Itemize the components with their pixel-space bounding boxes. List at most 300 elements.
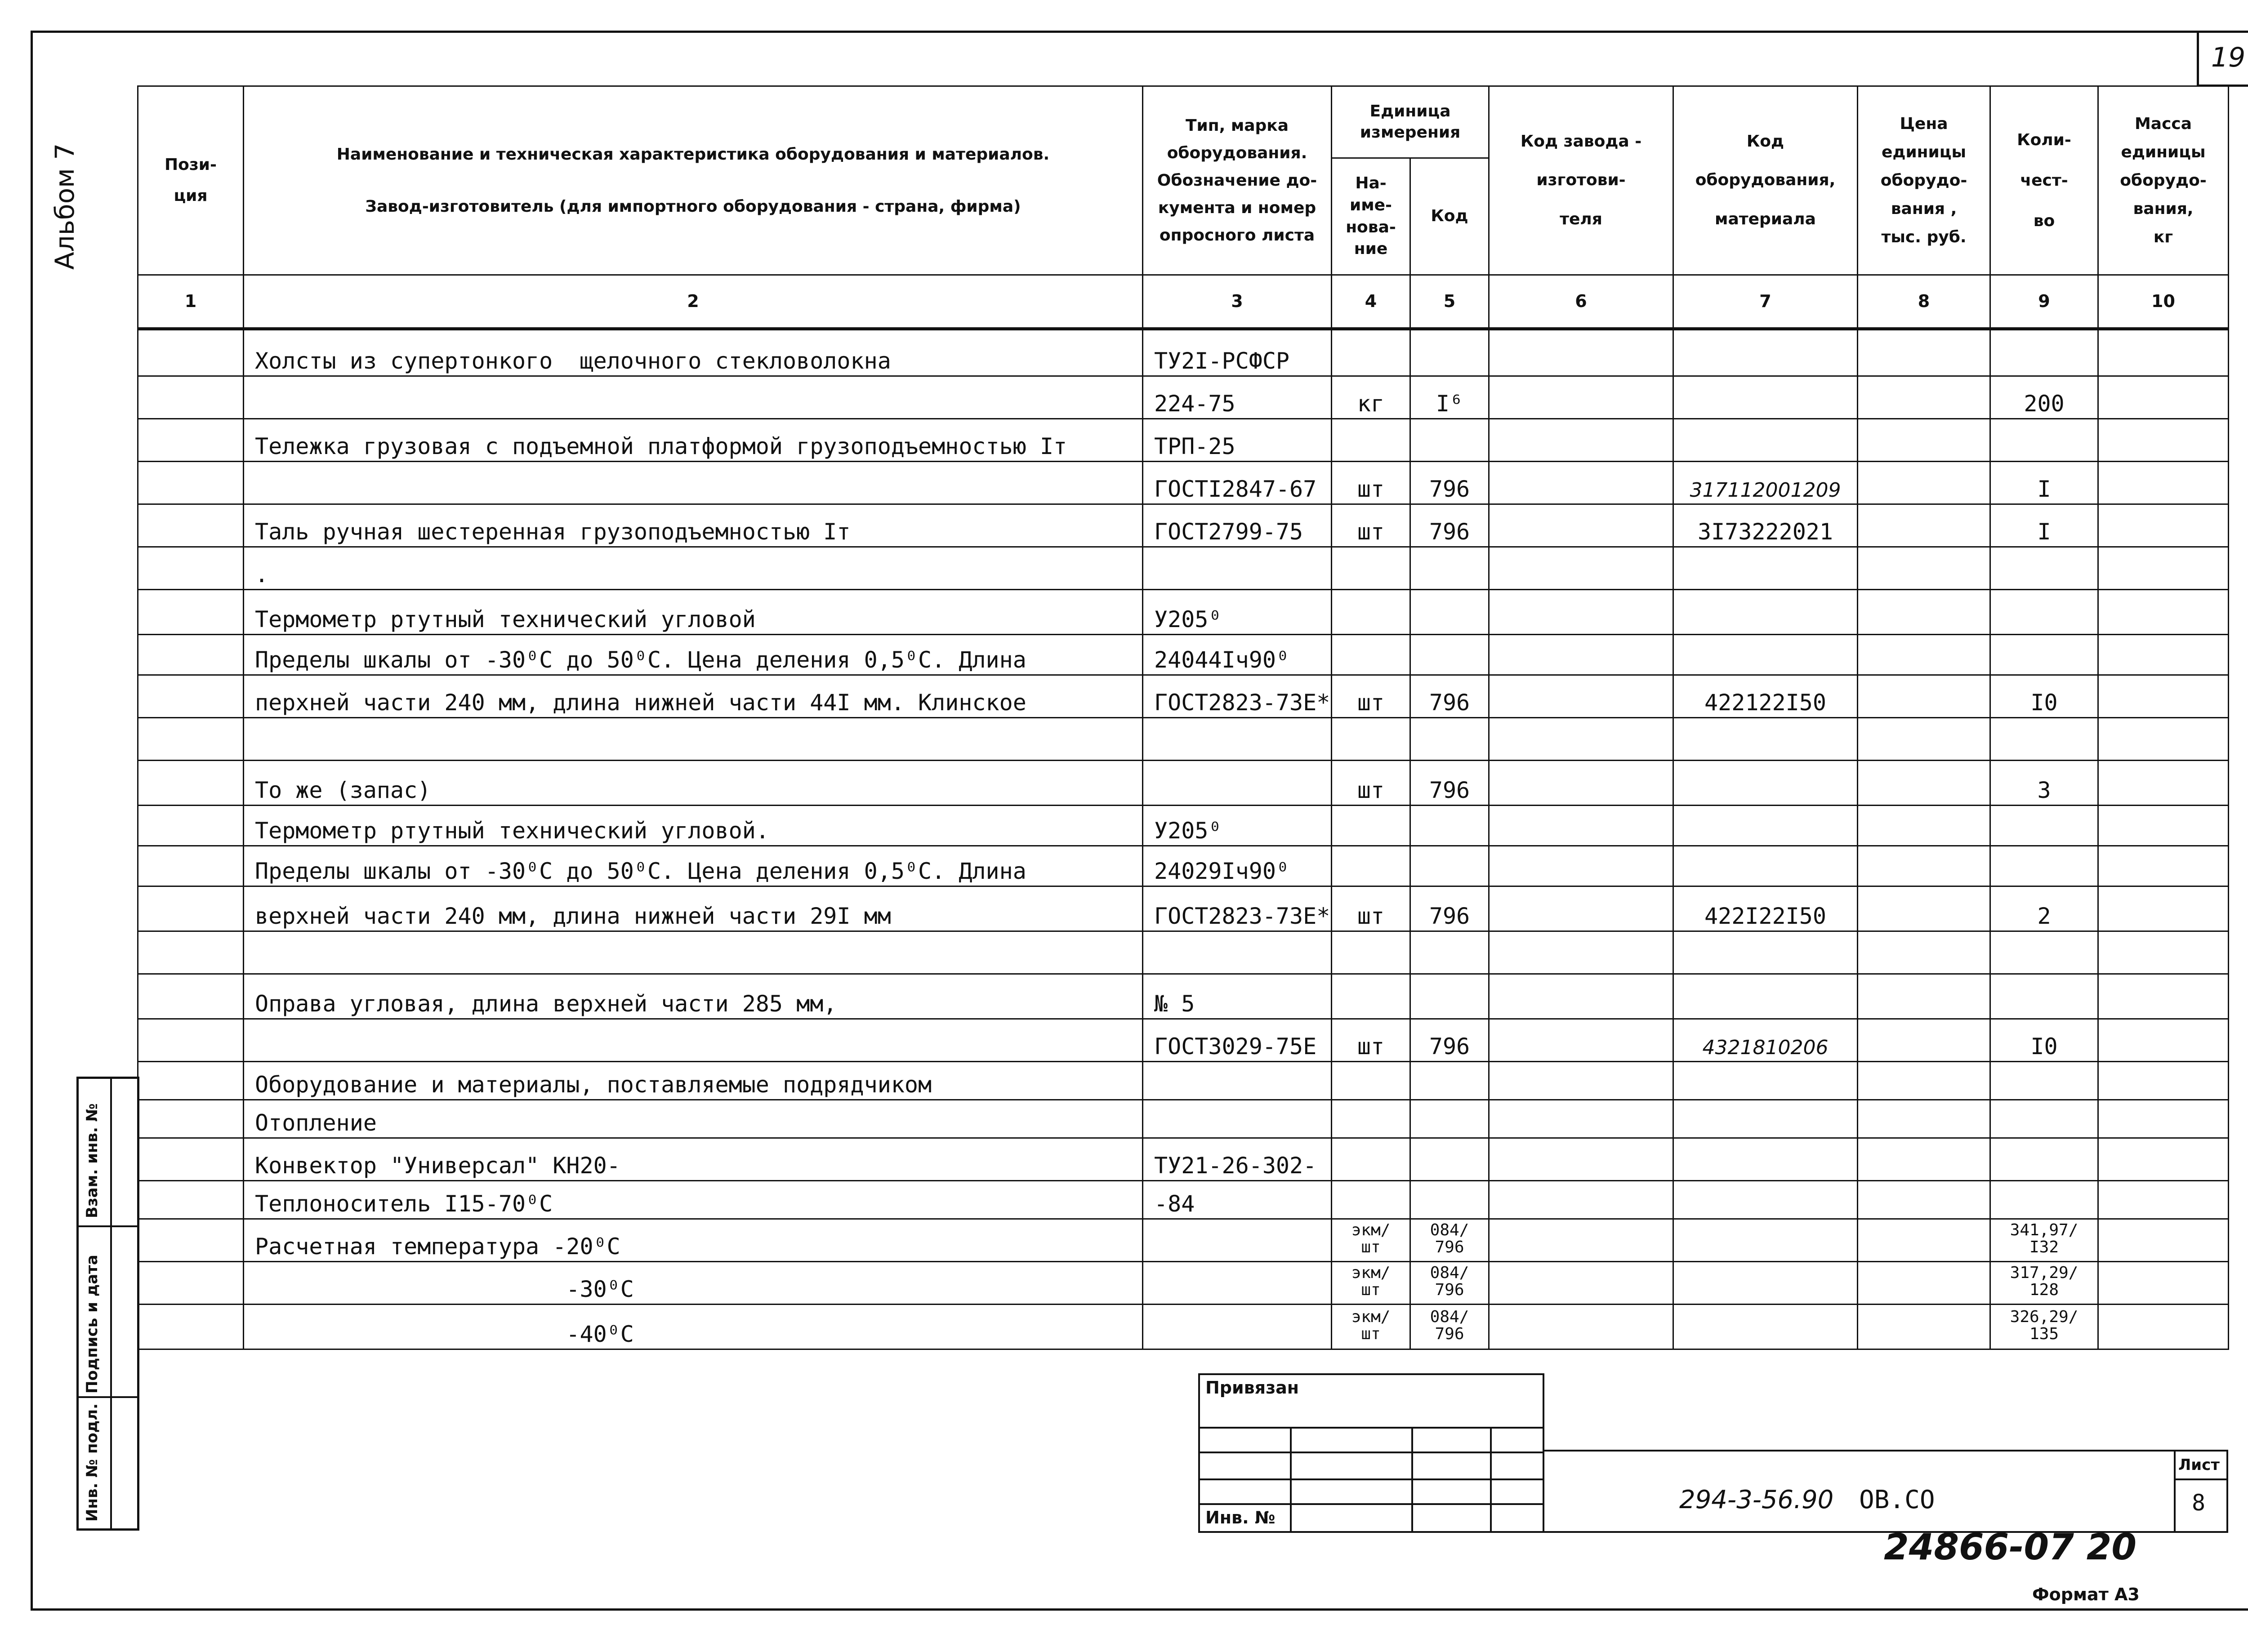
cell-unit-code xyxy=(1410,718,1489,761)
cell-type xyxy=(1143,1100,1332,1138)
cell-price xyxy=(1858,504,1990,547)
stamp-signature-date xyxy=(79,1227,137,1398)
cell-price xyxy=(1858,1219,1990,1262)
cell-name xyxy=(244,931,1143,974)
cell-quantity xyxy=(1990,1181,2098,1219)
header-quantity: Коли- чест- во xyxy=(1990,86,2098,275)
privyazan-label: Привязан xyxy=(1205,1378,1299,1398)
table-row xyxy=(138,761,2229,806)
column-number: 3 xyxy=(1143,275,1332,329)
album-label: Альбом 7 xyxy=(49,143,80,270)
table-row xyxy=(138,718,2229,761)
cell-type xyxy=(1143,761,1332,806)
cell-name: Оборудование и материалы, поставляемые подрядчиком xyxy=(244,1062,1143,1100)
table-row xyxy=(138,675,2229,718)
cell-equipment-code xyxy=(1673,1181,1858,1219)
cell-type: ГОСТ2823-73Е* xyxy=(1143,886,1332,931)
cell-price xyxy=(1858,1305,1990,1349)
cell-position xyxy=(138,1181,244,1219)
cell-price xyxy=(1858,931,1990,974)
cell-name: Таль ручная шестеренная грузоподъемностью Iт xyxy=(244,504,1143,547)
cell-unit-code: 796 xyxy=(1410,675,1489,718)
cell-equipment-code xyxy=(1673,635,1858,675)
cell-plant-code xyxy=(1489,1305,1673,1349)
cell-position xyxy=(138,1262,244,1305)
cell-position xyxy=(138,504,244,547)
cell-quantity xyxy=(1990,635,2098,675)
cell-type xyxy=(1143,547,1332,590)
table-row xyxy=(138,1305,2229,1349)
cell-quantity: I0 xyxy=(1990,1019,2098,1062)
cell-name: Пределы шкалы от -30⁰С до 50⁰С. Цена деления 0,5⁰С. Длина xyxy=(244,635,1143,675)
cell-unit-name xyxy=(1332,718,1410,761)
cell-quantity: 200 xyxy=(1990,376,2098,419)
cell-unit-code xyxy=(1410,846,1489,886)
cell-mass xyxy=(2098,1100,2229,1138)
cell-unit-code: 084/ 796 xyxy=(1410,1262,1489,1305)
cell-mass xyxy=(2098,1262,2229,1305)
header-unit-name: На- име- нова- ние xyxy=(1332,158,1410,275)
cell-unit-code: 796 xyxy=(1410,462,1489,504)
cell-type xyxy=(1143,931,1332,974)
cell-equipment-code xyxy=(1673,329,1858,376)
cell-price xyxy=(1858,1181,1990,1219)
cell-equipment-code xyxy=(1673,718,1858,761)
table-row xyxy=(138,504,2229,547)
table-row xyxy=(138,376,2229,419)
cell-position xyxy=(138,974,244,1019)
cell-plant-code xyxy=(1489,761,1673,806)
cell-plant-code xyxy=(1489,504,1673,547)
cell-type xyxy=(1143,1262,1332,1305)
cell-quantity xyxy=(1990,419,2098,462)
cell-type: ТУ2I-РСФСР xyxy=(1143,329,1332,376)
sheet-corner-number: 19 xyxy=(2197,31,2248,87)
stamp-label-podpis: Подпись и дата xyxy=(83,1255,101,1394)
cell-price xyxy=(1858,635,1990,675)
column-number: 9 xyxy=(1990,275,2098,329)
cell-name: Холсты из супертонкого щелочного стекловолокна xyxy=(244,329,1143,376)
cell-unit-name: экм/ шт xyxy=(1332,1262,1410,1305)
cell-type: ГОСТ2823-73Е* xyxy=(1143,675,1332,718)
cell-name: То же (запас) xyxy=(244,761,1143,806)
cell-equipment-code xyxy=(1673,1219,1858,1262)
cell-position xyxy=(138,1138,244,1181)
header-type: Тип, марка оборудования. Обозначение до- кумента и номер опросного листа xyxy=(1143,86,1332,275)
header-unit-code: Код xyxy=(1410,158,1489,275)
cell-unit-name xyxy=(1332,974,1410,1019)
cell-quantity: 2 xyxy=(1990,886,2098,931)
cell-plant-code xyxy=(1489,1138,1673,1181)
cell-unit-code: 796 xyxy=(1410,1019,1489,1062)
cell-unit-name xyxy=(1332,419,1410,462)
cell-plant-code xyxy=(1489,419,1673,462)
cell-unit-name: экм/ шт xyxy=(1332,1219,1410,1262)
cell-position xyxy=(138,1062,244,1100)
table-row xyxy=(138,846,2229,886)
cell-equipment-code xyxy=(1673,376,1858,419)
cell-equipment-code xyxy=(1673,931,1858,974)
cell-price xyxy=(1858,886,1990,931)
cell-price xyxy=(1858,1019,1990,1062)
cell-unit-code xyxy=(1410,547,1489,590)
column-numbers-row xyxy=(138,275,2229,329)
cell-quantity xyxy=(1990,1062,2098,1100)
cell-price xyxy=(1858,329,1990,376)
cell-mass xyxy=(2098,846,2229,886)
table-row xyxy=(138,1262,2229,1305)
cell-name: . xyxy=(244,547,1143,590)
cell-plant-code xyxy=(1489,806,1673,846)
column-number: 6 xyxy=(1489,275,1673,329)
cell-plant-code xyxy=(1489,590,1673,635)
cell-unit-name: шт xyxy=(1332,761,1410,806)
table-row xyxy=(138,931,2229,974)
cell-mass xyxy=(2098,1138,2229,1181)
cell-type: 224-75 xyxy=(1143,376,1332,419)
table-row xyxy=(138,419,2229,462)
cell-position xyxy=(138,806,244,846)
cell-plant-code xyxy=(1489,931,1673,974)
column-number: 10 xyxy=(2098,275,2229,329)
cell-price xyxy=(1858,1262,1990,1305)
cell-mass xyxy=(2098,329,2229,376)
cell-plant-code xyxy=(1489,376,1673,419)
cell-equipment-code: 422122I50 xyxy=(1673,675,1858,718)
cell-unit-code: 796 xyxy=(1410,504,1489,547)
table-row xyxy=(138,547,2229,590)
inv-number-label: Инв. № xyxy=(1205,1508,1276,1527)
stamp-label-inv: Инв. № подл. xyxy=(83,1403,101,1522)
cell-position xyxy=(138,1100,244,1138)
cell-unit-name: шт xyxy=(1332,886,1410,931)
cell-unit-code: 084/ 796 xyxy=(1410,1305,1489,1349)
cell-plant-code xyxy=(1489,974,1673,1019)
cell-equipment-code: 317112001209 xyxy=(1673,462,1858,504)
cell-name: верхней части 240 мм, длина нижней части 29I мм xyxy=(244,886,1143,931)
cell-price xyxy=(1858,1062,1990,1100)
cell-quantity xyxy=(1990,329,2098,376)
cell-plant-code xyxy=(1489,1181,1673,1219)
column-number: 7 xyxy=(1673,275,1858,329)
header-unit-price: Цена единицы оборудо- вания , тыс. руб. xyxy=(1858,86,1990,275)
cell-unit-code xyxy=(1410,635,1489,675)
cell-price xyxy=(1858,419,1990,462)
cell-plant-code xyxy=(1489,846,1673,886)
doc-code: ОВ.СО xyxy=(1859,1485,1935,1514)
cell-position xyxy=(138,547,244,590)
cell-equipment-code: 4321810206 xyxy=(1673,1019,1858,1062)
cell-price xyxy=(1858,761,1990,806)
cell-type xyxy=(1143,718,1332,761)
cell-unit-code: 796 xyxy=(1410,886,1489,931)
cell-position xyxy=(138,635,244,675)
cell-equipment-code: 3I73222021 xyxy=(1673,504,1858,547)
cell-position xyxy=(138,675,244,718)
cell-name: Термометр ртутный технический угловой xyxy=(244,590,1143,635)
cell-name: Тележка грузовая с подъемной платформой грузоподъемностью Iт xyxy=(244,419,1143,462)
cell-unit-name xyxy=(1332,329,1410,376)
cell-mass xyxy=(2098,1305,2229,1349)
cell-type xyxy=(1143,1305,1332,1349)
cell-position xyxy=(138,846,244,886)
cell-price xyxy=(1858,376,1990,419)
cell-type: 24029Iч90⁰ xyxy=(1143,846,1332,886)
cell-equipment-code xyxy=(1673,1305,1858,1349)
cell-plant-code xyxy=(1489,1062,1673,1100)
cell-type: ТУ21-26-302- xyxy=(1143,1138,1332,1181)
cell-unit-name xyxy=(1332,846,1410,886)
cell-mass xyxy=(2098,718,2229,761)
cell-equipment-code: 422I22I50 xyxy=(1673,886,1858,931)
cell-unit-name xyxy=(1332,1100,1410,1138)
cell-type: ГОСТI2847-67 xyxy=(1143,462,1332,504)
cell-price xyxy=(1858,718,1990,761)
cell-name: Конвектор "Универсал" КН20- xyxy=(244,1138,1143,1181)
cell-equipment-code xyxy=(1673,1262,1858,1305)
cell-position xyxy=(138,590,244,635)
cell-mass xyxy=(2098,974,2229,1019)
cell-type: 24044Iч90⁰ xyxy=(1143,635,1332,675)
cell-quantity xyxy=(1990,846,2098,886)
cell-unit-name xyxy=(1332,547,1410,590)
sheet-label: Лист xyxy=(2178,1456,2220,1474)
header-position: Пози- ция xyxy=(138,86,244,275)
cell-unit-name: шт xyxy=(1332,504,1410,547)
title-main-block xyxy=(1543,1450,2228,1533)
cell-position xyxy=(138,329,244,376)
cell-name: -30⁰С xyxy=(244,1262,1143,1305)
cell-name: -40⁰С xyxy=(244,1305,1143,1349)
header-unit-group: Единица измерения xyxy=(1332,86,1489,158)
cell-position xyxy=(138,462,244,504)
cell-equipment-code xyxy=(1673,1062,1858,1100)
cell-unit-name xyxy=(1332,635,1410,675)
sheet-number: 8 xyxy=(2192,1490,2206,1516)
cell-quantity xyxy=(1990,547,2098,590)
cell-mass xyxy=(2098,1219,2229,1262)
cell-plant-code xyxy=(1489,1262,1673,1305)
cell-type: -84 xyxy=(1143,1181,1332,1219)
table-row xyxy=(138,1138,2229,1181)
cell-quantity xyxy=(1990,806,2098,846)
cell-name: Оправа угловая, длина верхней части 285 мм, xyxy=(244,974,1143,1019)
cell-mass xyxy=(2098,376,2229,419)
cell-type: № 5 xyxy=(1143,974,1332,1019)
cell-position xyxy=(138,419,244,462)
cell-mass xyxy=(2098,1181,2229,1219)
cell-price xyxy=(1858,846,1990,886)
cell-type: ГОСТ3029-75Е xyxy=(1143,1019,1332,1062)
cell-quantity xyxy=(1990,590,2098,635)
cell-quantity: 317,29/ 128 xyxy=(1990,1262,2098,1305)
specification-table xyxy=(137,85,2229,1350)
cell-price xyxy=(1858,1138,1990,1181)
cell-unit-code xyxy=(1410,1100,1489,1138)
cell-unit-code xyxy=(1410,1138,1489,1181)
cell-unit-code xyxy=(1410,329,1489,376)
cell-name: Теплоноситель I15-70⁰С xyxy=(244,1181,1143,1219)
cell-unit-name: экм/ шт xyxy=(1332,1305,1410,1349)
cell-plant-code xyxy=(1489,675,1673,718)
table-row xyxy=(138,1181,2229,1219)
cell-mass xyxy=(2098,931,2229,974)
cell-unit-code xyxy=(1410,419,1489,462)
cell-unit-name: шт xyxy=(1332,1019,1410,1062)
archive-number: 24866-07 20 xyxy=(1884,1526,2137,1568)
table-row xyxy=(138,1219,2229,1262)
cell-equipment-code xyxy=(1673,1100,1858,1138)
cell-name xyxy=(244,718,1143,761)
cell-type xyxy=(1143,1219,1332,1262)
table-row xyxy=(138,1100,2229,1138)
table-row xyxy=(138,462,2229,504)
cell-type xyxy=(1143,1062,1332,1100)
cell-plant-code xyxy=(1489,1219,1673,1262)
column-number: 1 xyxy=(138,275,244,329)
cell-mass xyxy=(2098,635,2229,675)
cell-type: У205⁰ xyxy=(1143,806,1332,846)
cell-unit-code xyxy=(1410,1062,1489,1100)
cell-name: Расчетная температура -20⁰С xyxy=(244,1219,1143,1262)
cell-price xyxy=(1858,590,1990,635)
cell-position xyxy=(138,761,244,806)
cell-unit-name: шт xyxy=(1332,462,1410,504)
cell-position xyxy=(138,1019,244,1062)
stamp-label-vzam: Взам. инв. № xyxy=(83,1103,101,1218)
cell-equipment-code xyxy=(1673,806,1858,846)
cell-equipment-code xyxy=(1673,419,1858,462)
cell-quantity: I xyxy=(1990,504,2098,547)
cell-price xyxy=(1858,675,1990,718)
header-plant-code: Код завода - изготови- теля xyxy=(1489,86,1673,275)
cell-plant-code xyxy=(1489,1100,1673,1138)
cell-quantity: I xyxy=(1990,462,2098,504)
cell-mass xyxy=(2098,886,2229,931)
header-equipment-code: Код оборудования, материала xyxy=(1673,86,1858,275)
cell-position xyxy=(138,886,244,931)
cell-name xyxy=(244,376,1143,419)
side-stamp xyxy=(76,1077,139,1531)
cell-position xyxy=(138,718,244,761)
cell-plant-code xyxy=(1489,718,1673,761)
cell-position xyxy=(138,1219,244,1262)
cell-quantity xyxy=(1990,931,2098,974)
table-row xyxy=(138,974,2229,1019)
header-name: Наименование и техническая характеристика оборудования и материалов. Завод-изготовитель (для импортного оборудования - страна, фирма) xyxy=(244,86,1143,275)
cell-name xyxy=(244,462,1143,504)
stamp-original-inv xyxy=(79,1398,137,1528)
cell-unit-code xyxy=(1410,806,1489,846)
cell-mass xyxy=(2098,806,2229,846)
cell-equipment-code xyxy=(1673,974,1858,1019)
cell-name: перхней части 240 мм, длина нижней части 44I мм. Клинское xyxy=(244,675,1143,718)
header-unit-mass: Масса единицы оборудо- вания, кг xyxy=(2098,86,2229,275)
cell-unit-name: кг xyxy=(1332,376,1410,419)
cell-price xyxy=(1858,806,1990,846)
cell-position xyxy=(138,376,244,419)
cell-unit-code: I⁶ xyxy=(1410,376,1489,419)
cell-type: ГОСТ2799-75 xyxy=(1143,504,1332,547)
table-row xyxy=(138,635,2229,675)
cell-plant-code xyxy=(1489,329,1673,376)
cell-quantity xyxy=(1990,718,2098,761)
table-row xyxy=(138,886,2229,931)
cell-equipment-code xyxy=(1673,846,1858,886)
cell-mass xyxy=(2098,761,2229,806)
cell-name xyxy=(244,1019,1143,1062)
cell-quantity xyxy=(1990,1138,2098,1181)
stamp-replaces-inv xyxy=(79,1079,137,1227)
paper-format: Формат А3 xyxy=(2032,1585,2140,1604)
cell-quantity xyxy=(1990,974,2098,1019)
cell-plant-code xyxy=(1489,462,1673,504)
cell-plant-code xyxy=(1489,1019,1673,1062)
cell-plant-code xyxy=(1489,635,1673,675)
privyazan-block xyxy=(1198,1373,1544,1533)
cell-name: Отопление xyxy=(244,1100,1143,1138)
table-row xyxy=(138,329,2229,376)
cell-unit-name xyxy=(1332,931,1410,974)
cell-position xyxy=(138,931,244,974)
cell-mass xyxy=(2098,419,2229,462)
cell-unit-code xyxy=(1410,1181,1489,1219)
cell-unit-code xyxy=(1410,931,1489,974)
cell-quantity xyxy=(1990,1100,2098,1138)
cell-unit-code: 796 xyxy=(1410,761,1489,806)
table-row xyxy=(138,1062,2229,1100)
cell-price xyxy=(1858,462,1990,504)
cell-type: ТРП-25 xyxy=(1143,419,1332,462)
cell-name: Пределы шкалы от -30⁰С до 50⁰С. Цена деления 0,5⁰С. Длина xyxy=(244,846,1143,886)
cell-unit-name: шт xyxy=(1332,675,1410,718)
column-number: 2 xyxy=(244,275,1143,329)
cell-plant-code xyxy=(1489,547,1673,590)
column-number: 4 xyxy=(1332,275,1410,329)
table-row xyxy=(138,1019,2229,1062)
column-number: 5 xyxy=(1410,275,1489,329)
cell-mass xyxy=(2098,590,2229,635)
cell-equipment-code xyxy=(1673,547,1858,590)
cell-name: Термометр ртутный технический угловой. xyxy=(244,806,1143,846)
cell-unit-code: 084/ 796 xyxy=(1410,1219,1489,1262)
cell-plant-code xyxy=(1489,886,1673,931)
cell-mass xyxy=(2098,547,2229,590)
column-number: 8 xyxy=(1858,275,1990,329)
cell-equipment-code xyxy=(1673,761,1858,806)
cell-mass xyxy=(2098,1019,2229,1062)
doc-code-handwritten: 294-3-56.90 xyxy=(1679,1485,1834,1514)
cell-unit-name xyxy=(1332,1181,1410,1219)
cell-unit-name xyxy=(1332,806,1410,846)
cell-unit-name xyxy=(1332,1062,1410,1100)
cell-equipment-code xyxy=(1673,1138,1858,1181)
cell-quantity: I0 xyxy=(1990,675,2098,718)
cell-unit-name xyxy=(1332,590,1410,635)
cell-quantity: 3 xyxy=(1990,761,2098,806)
cell-quantity: 341,97/ I32 xyxy=(1990,1219,2098,1262)
table-row xyxy=(138,590,2229,635)
table-row xyxy=(138,806,2229,846)
cell-mass xyxy=(2098,504,2229,547)
cell-price xyxy=(1858,974,1990,1019)
cell-position xyxy=(138,1305,244,1349)
cell-equipment-code xyxy=(1673,590,1858,635)
cell-unit-code xyxy=(1410,974,1489,1019)
cell-mass xyxy=(2098,1062,2229,1100)
cell-unit-name xyxy=(1332,1138,1410,1181)
cell-mass xyxy=(2098,675,2229,718)
